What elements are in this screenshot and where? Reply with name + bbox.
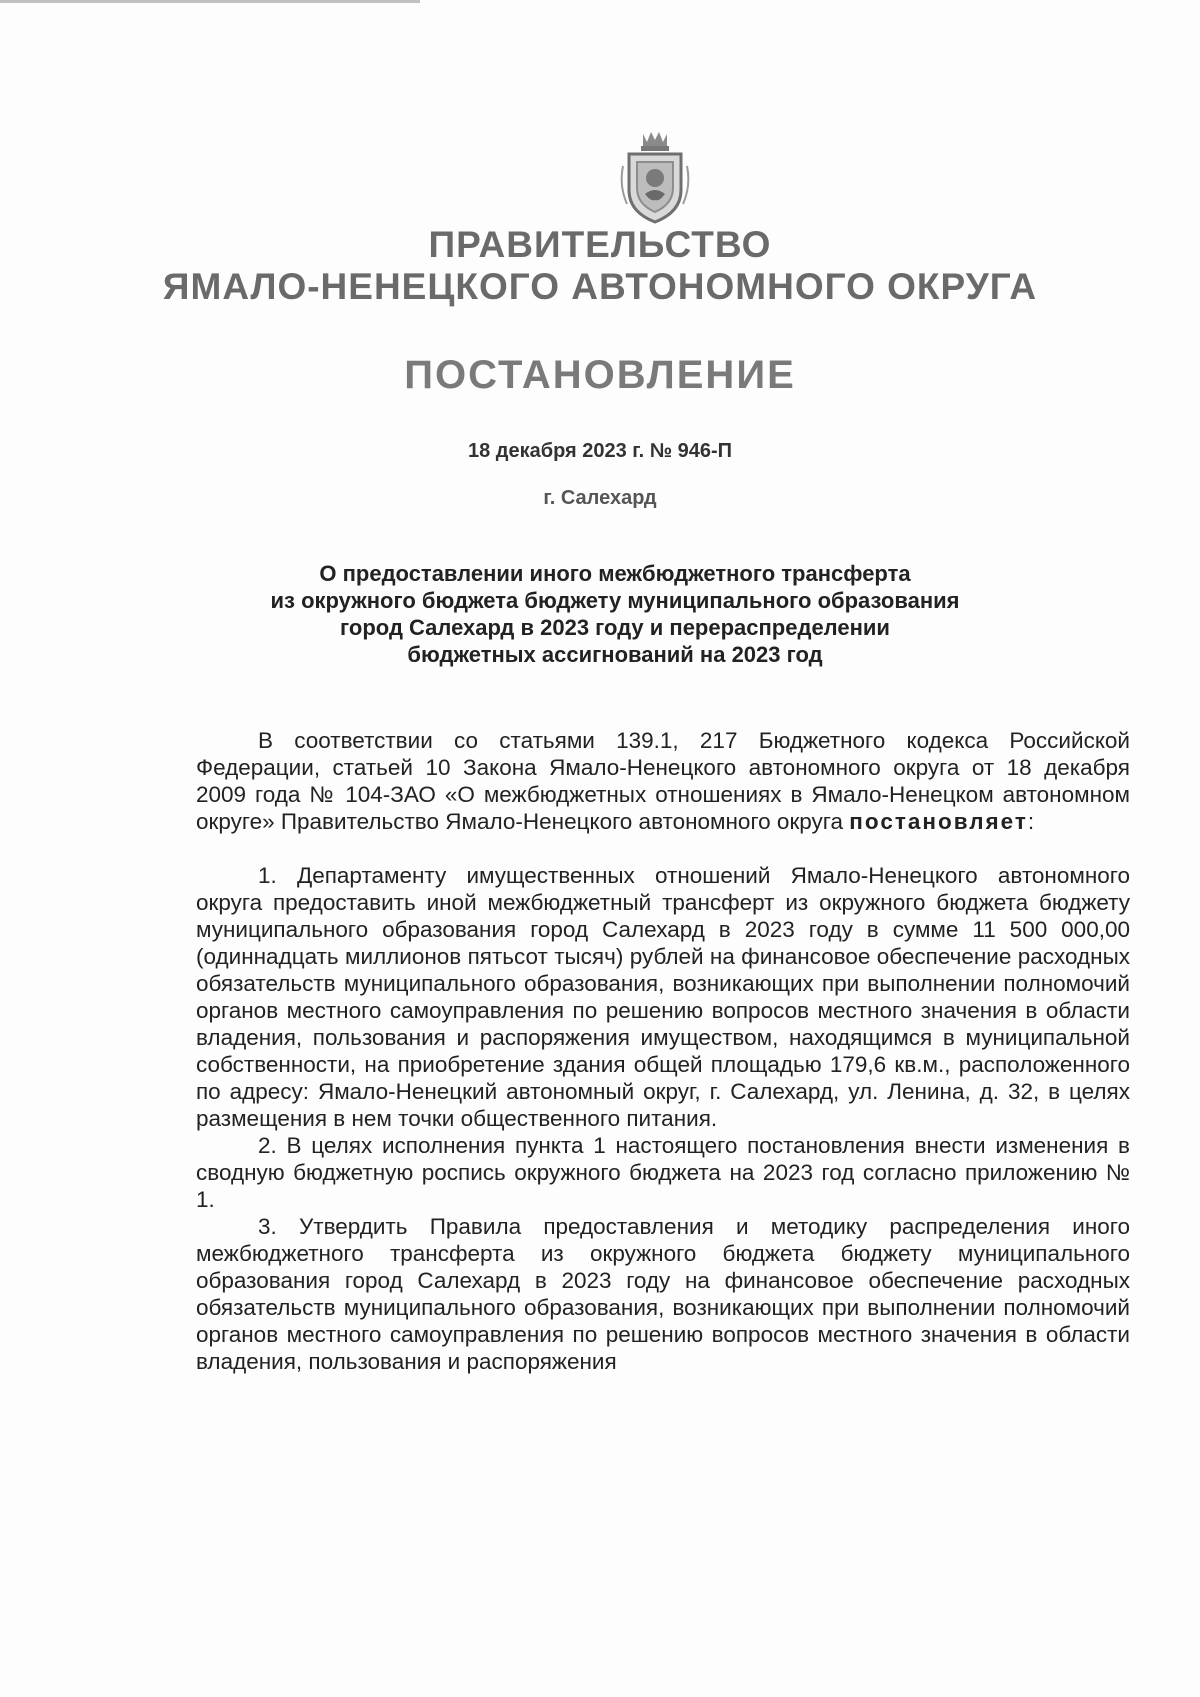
subject-line: из окружного бюджета бюджету муниципального образования xyxy=(270,588,960,613)
subject-line: город Салехард в 2023 году и перераспределении xyxy=(340,615,890,640)
item-3-paragraph: 3. Утвердить Правила предоставления и методику распределения иного межбюджетного трансферта из окружного бюджета бюджету муниципального образования город Салехард в 2023 году на финансовое обеспечение расходных обязательств муниципального образования, возникающих при выполнении полномочий органов местного самоуправления по решению вопросов местного значения в области владения, пользования и распоряжения xyxy=(196,1214,1130,1374)
item-1-paragraph: 1. Департаменту имущественных отношений Ямало-Ненецкого автономного округа предоставить иной межбюджетный трансферт из окружного бюджета бюджету муниципального образования город Салехард в 2023 году в сумме 11 500 000,00 (одиннадцать миллионов пятьсот тысяч) рублей на финансовое обеспечение расходных обязательств муниципального образования, возникающих при выполнении полномочий органов местного самоуправления по решению вопросов местного значения в области владения, пользования и распоряжения имуществом, находящимся в муниципальной собственности, на приобретение здания общей площадью 179,6 кв.м., расположенного по адресу: Ямало-Ненецкий автономный округ, г. Салехард, ул. Ленина, д. 32, в целях размещения в нем точки общественного питания. xyxy=(196,863,1130,1131)
subject-line: бюджетных ассигнований на 2023 год xyxy=(407,642,823,667)
decree-word: постановляет xyxy=(849,809,1028,834)
date-and-number: 18 декабря 2023 г. № 946-П xyxy=(467,440,733,462)
document-body xyxy=(196,727,1130,1375)
decree-colon: : xyxy=(1027,809,1035,834)
city: г. Салехард xyxy=(543,487,657,509)
coat-of-arms-icon xyxy=(615,126,695,226)
document-type-title: ПОСТАНОВЛЕНИЕ xyxy=(404,353,796,397)
subject-line: О предоставлении иного межбюджетного трансферта xyxy=(319,561,911,586)
item-2-paragraph: 2. В целях исполнения пункта 1 настоящего постановления внести изменения в сводную бюджетную роспись окружного бюджета на 2023 год согласно приложению № 1. xyxy=(196,1133,1130,1212)
government-title-line1: ПРАВИТЕЛЬСТВО xyxy=(428,224,772,265)
decree-subject xyxy=(200,560,1030,668)
government-title-line2: ЯМАЛО-НЕНЕЦКОГО АВТОНОМНОГО ОКРУГА xyxy=(162,266,1038,307)
preamble-paragraph xyxy=(196,727,1130,835)
scan-artifact-line xyxy=(0,0,420,3)
preamble-text: В соответствии со статьями 139.1, 217 Бюджетного кодекса Российской Федерации, статьей 10 Закона Ямало-Ненецкого автономного округа от 18 декабря 2009 года № 104-ЗАО «О межбюджетных отношениях в Ямало-Ненецком автономном округе» Правительство Ямало-Ненецкого автономного округа xyxy=(196,728,1130,834)
